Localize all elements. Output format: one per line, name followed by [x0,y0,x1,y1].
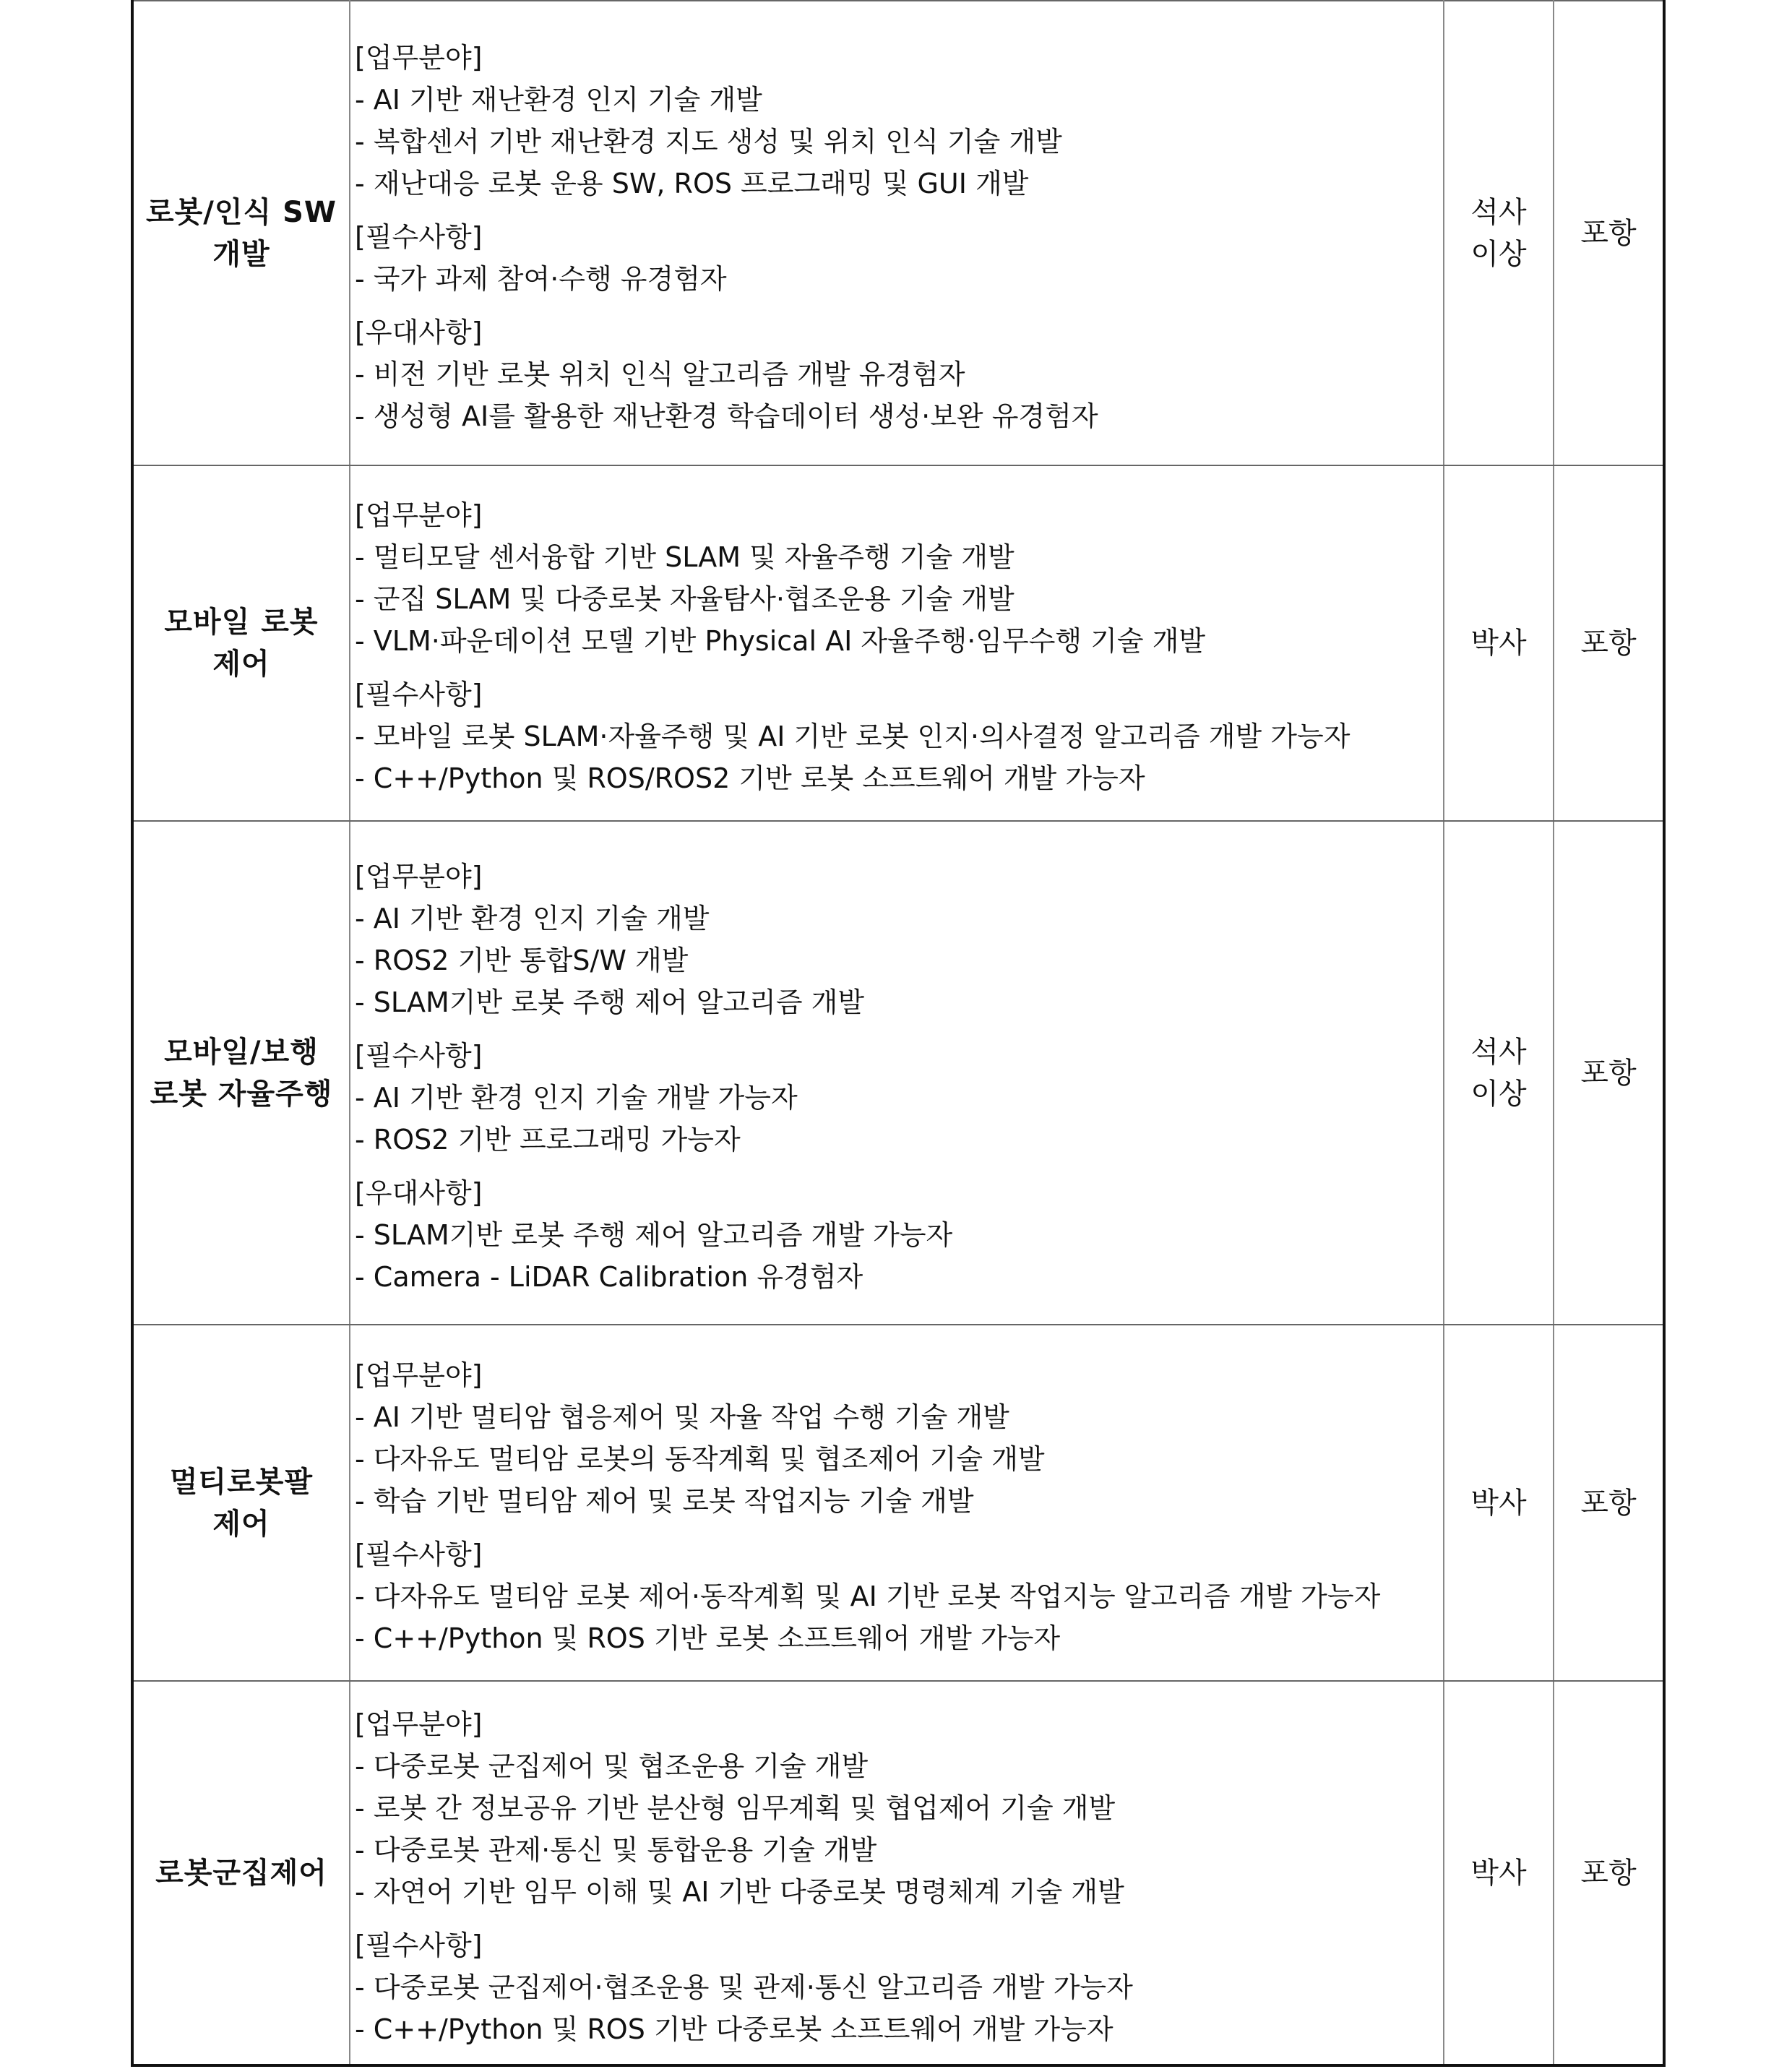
section-heading: [업무분야] [355,1359,483,1391]
degree-label: 이상 [1470,1077,1527,1111]
requirement-item: - 다중로봇 군집제어·협조운용 및 관제·통신 알고리즘 개발 가능자 [355,1971,1133,2003]
section-heading: [필수사항] [355,679,483,710]
requirement-item: - 복합센서 기반 재난환경 지도 생성 및 위치 인식 기술 개발 [355,125,1062,158]
description-section [355,1924,1443,2050]
requirement-item: - C++/Python 및 ROS/ROS2 기반 로봇 소프트웨어 개발 가능자 [355,762,1145,794]
requirement-item: - 군집 SLAM 및 다중로봇 자율탐사·협조운용 기술 개발 [355,583,1015,615]
description-section [355,674,1443,799]
requirement-item: - 다자유도 멀티암 로봇의 동작계획 및 협조제어 기술 개발 [355,1442,1045,1475]
category-label: 제어 [212,1507,270,1541]
table-row [132,1681,1664,2065]
location-label: 포항 [1580,1056,1637,1090]
section-heading: [우대사항] [355,316,483,348]
section-heading: [업무분야] [355,860,483,892]
location-cell [1554,1681,1664,2065]
job-table-container [131,0,1663,2065]
job-table [131,0,1666,2067]
description-section [355,856,1443,1023]
description-section [355,216,1443,300]
degree-cell [1444,821,1554,1325]
category-cell [132,1681,350,2065]
degree-label: 석사 [1470,195,1527,229]
category-label: 모바일/보행 [164,1035,319,1069]
description-section [355,1703,1443,1913]
requirement-item: - AI 기반 환경 인지 기술 개발 가능자 [355,1081,798,1114]
location-cell [1554,821,1664,1325]
requirement-item: - AI 기반 재난환경 인지 기술 개발 [355,83,762,116]
section-heading: [필수사항] [355,1929,483,1961]
description-section [355,311,1443,437]
requirement-item: - C++/Python 및 ROS 기반 로봇 소프트웨어 개발 가능자 [355,1622,1061,1654]
description-section [355,37,1443,205]
location-cell [1554,465,1664,821]
section-heading: [필수사항] [355,1039,483,1072]
degree-label: 박사 [1470,627,1527,660]
degree-label: 이상 [1470,237,1527,271]
description-cell [350,1,1444,465]
requirement-item: - Camera - LiDAR Calibration 유경험자 [355,1260,863,1293]
location-cell [1554,1325,1664,1681]
category-label: 모바일 로봇 [164,606,319,639]
section-heading: [필수사항] [355,1538,483,1570]
degree-label: 석사 [1470,1035,1527,1069]
requirement-item: - SLAM기반 로봇 주행 제어 알고리즘 개발 가능자 [355,1218,953,1251]
description-section [355,1035,1443,1161]
category-cell [132,1325,350,1681]
location-label: 포항 [1580,216,1637,250]
requirement-item: - 국가 과제 참여·수행 유경험자 [355,262,727,295]
requirement-item: - 재난대응 로봇 운용 SW, ROS 프로그래밍 및 GUI 개발 [355,167,1029,199]
requirement-item: - 다중로봇 군집제어 및 협조운용 기술 개발 [355,1750,869,1782]
table-row [132,1,1664,465]
location-cell [1554,1,1664,465]
requirement-item: - AI 기반 환경 인지 기술 개발 [355,902,710,934]
description-section [355,494,1443,662]
requirement-item: - 다중로봇 관제·통신 및 통합운용 기술 개발 [355,1833,877,1866]
degree-label: 박사 [1470,1486,1527,1520]
location-label: 포항 [1580,1856,1637,1890]
description-cell [350,1681,1444,2065]
description-section [355,1172,1443,1298]
requirement-item: - 학습 기반 멀티암 제어 및 로봇 작업지능 기술 개발 [355,1484,974,1517]
degree-cell [1444,1325,1554,1681]
category-label: 개발 [212,237,270,271]
location-label: 포항 [1580,1486,1637,1520]
section-heading: [필수사항] [355,220,483,253]
section-heading: [우대사항] [355,1177,483,1209]
requirement-item: - 자연어 기반 임무 이해 및 AI 기반 다중로봇 명령체계 기술 개발 [355,1875,1124,1908]
category-cell [132,821,350,1325]
description-section [355,1354,1443,1522]
requirement-item: - ROS2 기반 프로그래밍 가능자 [355,1123,741,1156]
requirement-item: - VLM·파운데이션 모델 기반 Physical AI 자율주행·임무수행 기술 개발 [355,625,1206,657]
degree-cell [1444,1,1554,465]
description-cell [350,1325,1444,1681]
degree-cell [1444,465,1554,821]
job-table-body [132,1,1664,2065]
description-cell [350,465,1444,821]
degree-cell [1444,1681,1554,2065]
category-label: 멀티로봇팔 [169,1465,314,1499]
category-label: 로봇 자율주행 [150,1077,333,1111]
requirement-item: - ROS2 기반 통합S/W 개발 [355,944,689,976]
table-row [132,821,1664,1325]
requirement-item: - SLAM기반 로봇 주행 제어 알고리즘 개발 [355,986,865,1018]
description-section [355,1534,1443,1659]
location-label: 포항 [1580,627,1637,660]
requirement-item: - AI 기반 멀티암 협응제어 및 자율 작업 수행 기술 개발 [355,1401,1009,1433]
description-cell [350,821,1444,1325]
section-heading: [업무분야] [355,41,483,74]
category-cell [132,1,350,465]
requirement-item: - 멀티모달 센서융합 기반 SLAM 및 자율주행 기술 개발 [355,541,1015,573]
category-label: 제어 [212,648,270,681]
requirement-item: - 다자유도 멀티암 로봇 제어·동작계획 및 AI 기반 로봇 작업지능 알고리즘 개발 가능자 [355,1580,1381,1612]
requirement-item: - 모바일 로봇 SLAM·자율주행 및 AI 기반 로봇 인지·의사결정 알고리즘 개발 가능자 [355,721,1351,752]
category-cell [132,465,350,821]
section-heading: [업무분야] [355,1708,483,1740]
category-label: 로봇군집제어 [155,1856,327,1890]
requirement-item: - C++/Python 및 ROS 기반 다중로봇 소프트웨어 개발 가능자 [355,2013,1113,2045]
table-row [132,465,1664,821]
requirement-item: - 로봇 간 정보공유 기반 분산형 임무계획 및 협업제어 기술 개발 [355,1791,1116,1824]
category-label: 로봇/인식 SW [145,195,337,229]
requirement-item: - 생성형 AI를 활용한 재난환경 학습데이터 생성·보완 유경험자 [355,400,1098,432]
requirement-item: - 비전 기반 로봇 위치 인식 알고리즘 개발 유경험자 [355,358,965,390]
table-row [132,1325,1664,1681]
degree-label: 박사 [1470,1856,1527,1890]
section-heading: [업무분야] [355,499,483,531]
